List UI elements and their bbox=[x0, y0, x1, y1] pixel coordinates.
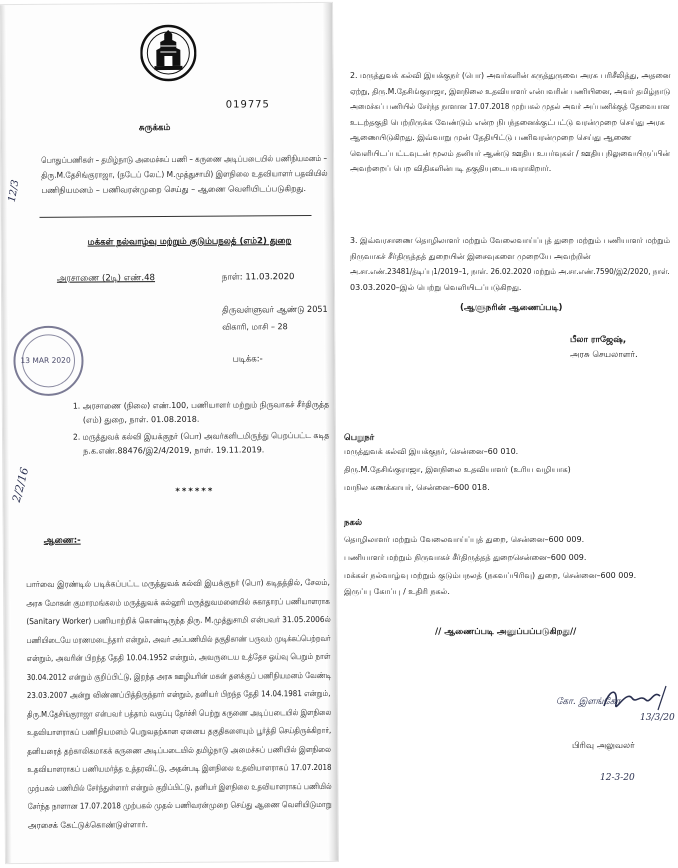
order-text-line: பணியிடையே மரணமடைந்தார் என்றும், அவர் அப்பணியில் தகுதிகாண் பருவம் முடிக்கப்பெற்றவர் bbox=[26, 633, 331, 645]
order-text-line: அரசைக் கேட்டுக்கொண்டுள்ளார். bbox=[27, 819, 149, 830]
signatory-title: அரசு செயலாளர். bbox=[570, 350, 638, 360]
copy-item: மக்கள் நல்வாழ்வு மற்றும் குடும்பநலத் (நகவப்பிரிவு) துறை, சென்னை–600 009. bbox=[344, 571, 637, 580]
order-text-line: 30.04.2012 என்றும் குறிப்பிட்டு, இறந்த அரசு ஊழியரின் மகன் தனக்குப் பணிநியமனம் வேண்டி bbox=[26, 670, 332, 682]
copy-item: பணியாளர் மற்றும் நிருவாகச் சீர்திருத்தத் துறைசென்னை–600 009. bbox=[344, 553, 587, 562]
go-date: நாள்: 11.03.2020 bbox=[221, 272, 295, 283]
recipient-item: மாநில கணக்காயர், சென்னை–600 018. bbox=[344, 483, 490, 492]
initials-date: 13/3/20 bbox=[640, 713, 675, 723]
order-paragraph bbox=[26, 577, 332, 830]
order-text-line: 23.03.2007 அன்று விண்ணப்பித்திருந்தார் என்றும், தனியர் பிறந்த தேதி 14.04.1981 என்றும், bbox=[26, 688, 331, 700]
paragraph-line: அமைச்சுப் பணியில் சேர்ந்த நாளான 17.07.2018 முற்பகல் முதல் அவர் அப்பணிக்குத் தேவையான bbox=[350, 102, 670, 111]
order-text-line: தனியரைத் தற்காலிகமாகக் கருணை அடிப்படையில் தமிழ்நாடு அமைச்சுப் பணியில் இளநிலை bbox=[27, 744, 331, 756]
paragraph-line: அவற்றைப் பெற விதிகளின்படி தகுதியுடையவராகிறார். bbox=[350, 164, 552, 173]
reference-line: (எம்) துறை, நாள். 01.08.2018. bbox=[82, 414, 200, 425]
summary-heading: சுருக்கம் bbox=[138, 122, 171, 134]
by-order-of-governor: (ஆளுநரின் ஆணைப்படி) bbox=[460, 303, 563, 313]
order-text-line: என்றும், அவரின் பிறந்த தேதி 10.04.1952 என்றும், அவருடைய உத்தேச ஓய்வு பெறும் நாள் bbox=[26, 651, 331, 663]
reference-line: 1. அரசாணை (நிலை) எண்.100, பணியாளர் மற்றும் நிருவாகச் சீர்திருத்த bbox=[72, 399, 330, 411]
order-text-line: பார்வை இரண்டில் படிக்கப்பட்ட மருத்துவக் கல்வி இயக்குநர் (பொ) கடிதத்தில், சேலம், bbox=[26, 577, 330, 590]
order-label: ஆணை:- bbox=[43, 535, 81, 546]
department-title: மக்கள் நல்வாழ்வு மற்றும் குடும்பநலத் (எம்2) துறை bbox=[87, 236, 292, 248]
copy-item: தொழிலாளர் மற்றும் வேலைவாய்ப்புத் துறை, சென்னை–600 009. bbox=[344, 535, 585, 544]
tamil-year: திருவள்ளுவர் ஆண்டு 2051 bbox=[222, 304, 328, 316]
reference-line: 2. மருத்துவக் கல்வி இயக்குநர் (பொ) அவர்களிடமிருந்து பெறப்பட்ட கடித bbox=[72, 430, 330, 442]
section-officer: பிரிவு அலுவலர் bbox=[572, 741, 635, 751]
paragraph-line: வெளியிடப்பட்டவுடன் மூலம் தனியர் ஆண்டு ஊதிய உயர்வுகள் / ஊதிய நிலுவையிருப்பின் bbox=[350, 148, 670, 158]
summary-line: திரு.M.தேசிங்குராஜா, (நடேப் லேட்) M.முத்துசாமி) இளநிலை உதவியாளர் பதவியில் bbox=[41, 168, 328, 180]
tamil-month: விகாரி, மாசி – 28 bbox=[222, 322, 288, 332]
order-text-line: (Sanitary Worker) பணியாற்றிக் கொண்டிருந்த திரு. M.முத்துசாமி என்பவர் 31.05.2006ல் bbox=[26, 614, 331, 627]
reference-line: ந.க.எண்.88476/இ2/4/2019, நாள். 19.11.2019. bbox=[83, 445, 265, 456]
paragraph-line: அ.சா.எண்.23481/த்டிப்பு1/2019–1, நாள். 26.02.2020 மற்றும் அ.சா.எண்.7590/இ2/2020, நாள். bbox=[350, 267, 670, 276]
order-text-line: உதவியாளராகப் பணியமர்த்த உத்தரவிட்டு, அதன்படி இளநிலை உதவியாளராகப் 17.07.2018 bbox=[27, 762, 332, 774]
order-text-line: உதவியாளராகப் பணிநியமனம் பெறுவதற்கான ஏனைய தகுதிகளையும் பூர்த்தி செய்திருக்கிறார், bbox=[27, 725, 332, 737]
order-text-line: திரு.M.தேசிங்குராஜா என்பவர் பத்தாம் வகுப்பு தேர்ச்சி பெற்று கருணை அடிப்படையில் இளநிலை bbox=[26, 707, 332, 719]
separator-stars: ****** bbox=[175, 486, 215, 497]
recipient-item: மருத்துவக் கல்வி இயக்குநர், சென்னை–60 010. bbox=[344, 447, 519, 456]
right-page bbox=[340, 2, 676, 642]
margin-note: 2/2/16 bbox=[9, 466, 32, 504]
paragraph-line: உடற்தகுதி பெற்றிருக்க வேண்டும் என்ற நிபந்தனைக்குட்பட்டு வரன்முறை செய்து அரசு bbox=[350, 117, 665, 127]
serial-number: 019775 bbox=[225, 99, 270, 111]
paragraph-line: 2. மருத்துவக் கல்வி இயக்குநர் (பொ) அவர்களின் கருத்துருவை அரசு பரிசீலித்து, அதனை bbox=[350, 71, 671, 80]
paragraph-line: நிருவாகச் சீர்திருத்தத் துறையின் இசைவுகளை முறையே அவற்றின் bbox=[350, 251, 591, 261]
order-text-line: முற்பகல் பணியில் சேர்ந்துள்ளார் என்றும் குறிப்பிட்டு, தனியர் இளநிலை உதவியாளராகப் பணியில் bbox=[27, 781, 332, 793]
recipients-label: பெறுநர் bbox=[344, 433, 375, 443]
order-text-line: சேர்ந்த நாளான 17.07.2018 முற்பகல் முதல் பணிவரன்முறை செய்து ஆணை வெளியிடுமாறு bbox=[27, 799, 332, 811]
copy-item: இருப்பு கோப்பு / உதிரி நகல். bbox=[344, 587, 450, 596]
stamp-date: 13 MAR 2020 bbox=[20, 355, 71, 366]
copy-label: நகல் bbox=[344, 518, 363, 528]
paragraph-line: ஏற்று, திரு.M.தேசிங்குராஜா, இளநிலை உதவியாளர் என்பவரின் பணியினை, அவர் தமிழ்நாடு bbox=[350, 86, 671, 96]
bottom-date: 12-3-20 bbox=[600, 773, 635, 783]
margin-note: 12/3 bbox=[6, 178, 22, 203]
divider bbox=[39, 215, 311, 218]
signatory-name: பீலா ராஜேஷ், bbox=[570, 335, 627, 345]
go-number: அரசாணை (2டி) எண்.48 bbox=[56, 273, 156, 284]
paragraph-line: 03.03.2020–இல் பெற்று வெளியிடப்படுகிறது. bbox=[350, 282, 522, 292]
forwarded-by-order: // ஆணைப்படி அனுப்பப்படுகிறது// bbox=[435, 627, 577, 637]
summary-line: பொதுப்பணிகள் – தமிழ்நாடு அமைச்சுப் பணி – கருணை அடிப்படையில் பணிநியமனம் – bbox=[41, 153, 327, 165]
read-label: படிக்க:- bbox=[232, 354, 263, 365]
tamil-nadu-emblem-icon bbox=[140, 22, 196, 84]
order-text-line: அரசு மோகன் குமாரமங்கலம் மருத்துவக் கல்லூரி மருத்துவமனையில் சுகாதாரப் பணியாளராக bbox=[26, 596, 330, 608]
summary-line: பணிநியமனம் – பணிவரன்முறை செய்து – ஆணை வெளியிடப்படுகிறது. bbox=[41, 184, 307, 195]
paragraph-line: ஆணையிடுகிறது. இவ்வாறு முன் தேதியிட்டு பணிவரன்முறை செய்து ஆணை bbox=[350, 133, 632, 142]
left-page bbox=[0, 3, 338, 863]
recipient-item: திரு.M.தேசிங்குராஜா, இளநிலை உதவியாளர் (உரிய வழியாக) bbox=[344, 465, 571, 474]
page-shadow bbox=[0, 5, 12, 863]
paragraph-line: 3. இவ்வரசாணை தொழிலாளர் மற்றும் வேலைவாய்ப்புத் துறை மற்றும் பணியாளர் மற்றும் bbox=[350, 236, 671, 245]
initials-signature: கோ. இளங்கோ bbox=[556, 697, 621, 707]
